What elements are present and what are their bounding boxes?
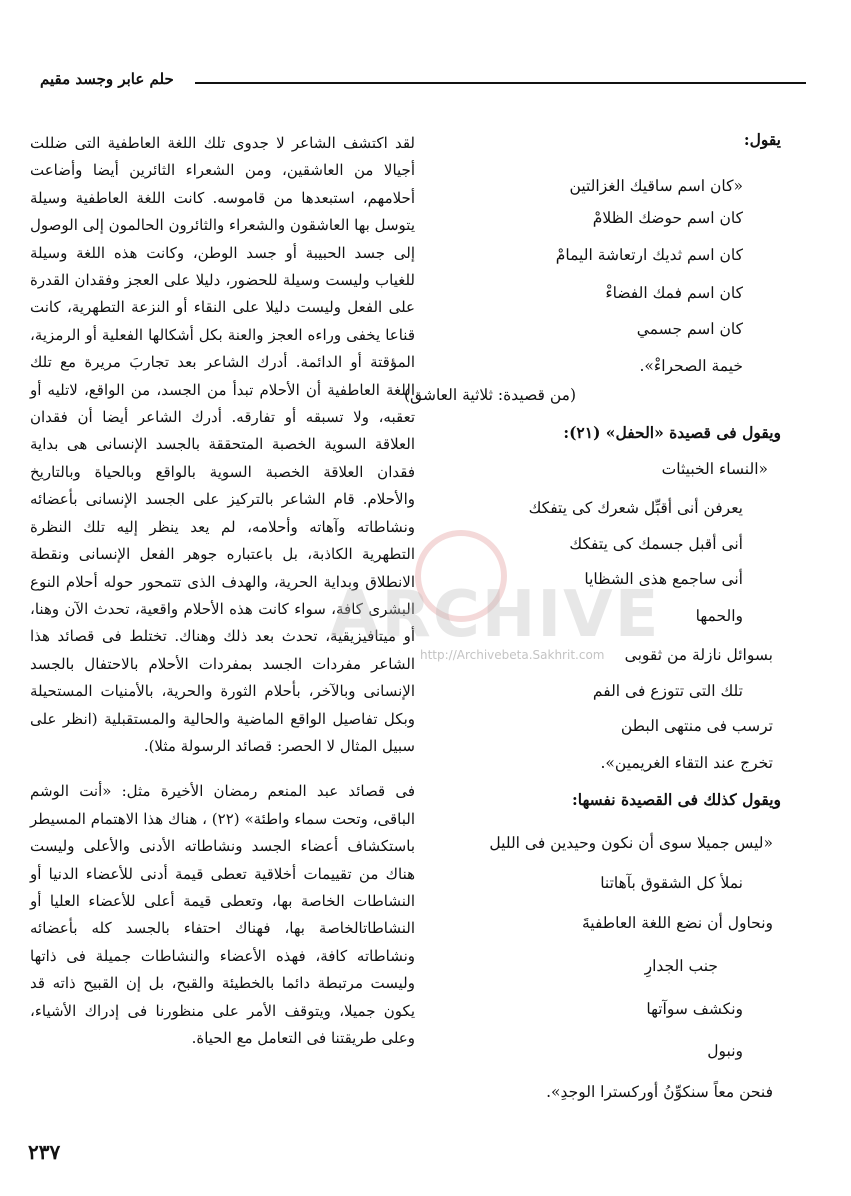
- poem-line: ونكشف سوآتها: [646, 1000, 743, 1018]
- poem-line: خيمة الصحراءْ».: [639, 357, 743, 375]
- watermark-logo-icon: [415, 530, 507, 622]
- poem-intro: ويقول فى قصيدة «الحفل» (٢١):: [563, 423, 781, 442]
- essay-paragraph: لقد اكتشف الشاعر لا جدوى تلك اللغة العاطفية التى ضللت أجيالا من العاشقين، ومن الشعراء الثائرين أيضا وأضاعت أحلامهم، استبعدها من قاموسه. كانت اللغة العاطفية وسيلة يتوسل بها العاشقون والشعراء والثائرون الحالمون إلى الوصول إلى جسد الحبيبة أو جسد الوطن، وكانت هذه اللغة وسيلة للغياب وليست وسيلة للحضور، دليلا على العجز وفقدان القدرة على الفعل وليست دليلا على النقاء أو النزعة التطهرية، كانت قناعا يخفى وراءه العجز والعنة بكل أشكالها الفعلية أو الرمزية، المؤقتة أو الدائمة. أدرك الشاعر بعد تجاربَ مريرة مع تلك اللغة العاطفية أن الأحلام تبدأ من الجسد، من الواقع، لاتليه أو تعقبه، ولا تسبقه أو تفارقه. أدرك الشاعر أيضا أن فقدان العلاقة السوية الخصبة المتحققة بالجسد الإنسانى هى بداية فقدان العلاقة الخصبة السوية بالواقع وبالحياة وبالتاريخ والأحلام. قام الشاعر بالتركيز على الجسد الإنسانى بأعضائه ونشاطاته وآهاته وأحلامه، لم يعد ينظر إليه تلك النظرة التطهرية الكاذبة، بل باعتباره جوهر الفعل الإنسانى ونقطة الانطلاق وبداية الحرية، والهدف الذى تتمحور حوله أحلام النوع البشرى كافة، سواء كانت هذه الأحلام واقعية، تحدث الآن وهنا، أو ميتافيزيقية، تحدث بعد ذلك وهناك. تختلط فى قصائد هذا الشاعر مفردات الجسد بمفردات الأحلام بالاحتفال بالجسد الإنسانى وبالآخر، بأحلام الثورة والحرية، بالأمنيات المستحيلة وبكل تفاصيل الواقع الماضية والحالية والمستقبلية (انظر على سبيل المثال لا الحصر: قصائد الرسولة مثلا).: [30, 134, 415, 755]
- poem-line: فنحن معاً سنكوِّنُ أوركسترا الوجدِ».: [546, 1083, 773, 1101]
- poem-line: كان اسم ثديك ارتعاشة اليمامْ: [555, 246, 743, 264]
- poem-source: (من قصيدة: ثلاثية العاشق): [404, 386, 576, 404]
- poem-line: ترسب فى منتهى البطن: [620, 717, 773, 735]
- poem-line: كان اسم جسمي: [636, 320, 743, 338]
- poem-intro: يقول:: [743, 130, 781, 149]
- poem-line: نملأ كل الشقوق بآهاتنا: [600, 874, 743, 892]
- poem-line: ونحاول أن نضع اللغة العاطفيةَ: [581, 914, 773, 932]
- poem-line: تخرج عند التقاء الغريمين».: [600, 754, 773, 772]
- poem-line: كان اسم فمك الفضاءْ: [605, 284, 743, 302]
- poem-line: أنى ساجمع هذى الشظايا: [584, 570, 743, 588]
- running-head: حلم عابر وجسد مقيم: [40, 70, 174, 88]
- poem-line: ونبول: [707, 1042, 743, 1060]
- poem-line: تلك التى تتوزع فى الفم: [592, 682, 743, 700]
- poem-line: «النساء الخبيثات: [661, 460, 768, 478]
- poem-line: «كان اسم ساقيك الغزالتين: [569, 177, 743, 195]
- essay-paragraph: فى قصائد عبد المنعم رمضان الأخيرة مثل: «أنت الوشم الباقى، وتحت سماء واطئة» (٢٢) ، هناك هذا الاهتمام المسيطر باستكشاف أعضاء الجسد ونشاطاته الأدنى والأعلى وليست هناك من تقييمات أخلاقية تعطى قيمة أدنى للأعضاء الدنيا أو النشاطات الخاصة بها، وتعطى قيمة أعلى للأعضاء العليا أو النشاطاتالخاصة بها، فهناك احتفاء بالجسد كله بأعضائه ونشاطاته كافة، فهذه الأعضاء والنشاطات جميلة فى ذاتها وليست مرتبطة دائما بالخطيئة والقبح، بل إن القبيح ذاته قد يكون جميلا، ويتوقف الأمر على منظورنا فى إدراك الأشياء، وعلى طريقتنا فى التعامل مع الحياة.: [30, 782, 416, 1047]
- watermark-url: http://Archivebeta.Sakhrit.com: [420, 648, 605, 662]
- header-rule: [195, 82, 806, 84]
- poem-line: أنى أقبل جسمك كى يتفكك: [569, 535, 743, 553]
- watermark-word: ARCHIVE: [330, 578, 661, 652]
- essay-column: [30, 130, 415, 1052]
- poem-intro: ويقول كذلك فى القصيدة نفسها:: [572, 790, 781, 809]
- page-number: ٢٣٧: [28, 1140, 61, 1164]
- poem-line: «ليس جميلا سوى أن نكون وحيدين فى الليل: [489, 834, 773, 852]
- poem-line: كان اسم حوضك الظلامْ: [592, 209, 743, 227]
- poem-line: يعرفن أنى أقبِّل شعرك كى يتفكك: [528, 499, 743, 517]
- poem-line: جنب الجدارِ: [644, 957, 718, 975]
- poem-line: بسوائل نازلة من ثقوبى: [624, 646, 773, 664]
- poem-line: والحمها: [695, 607, 743, 625]
